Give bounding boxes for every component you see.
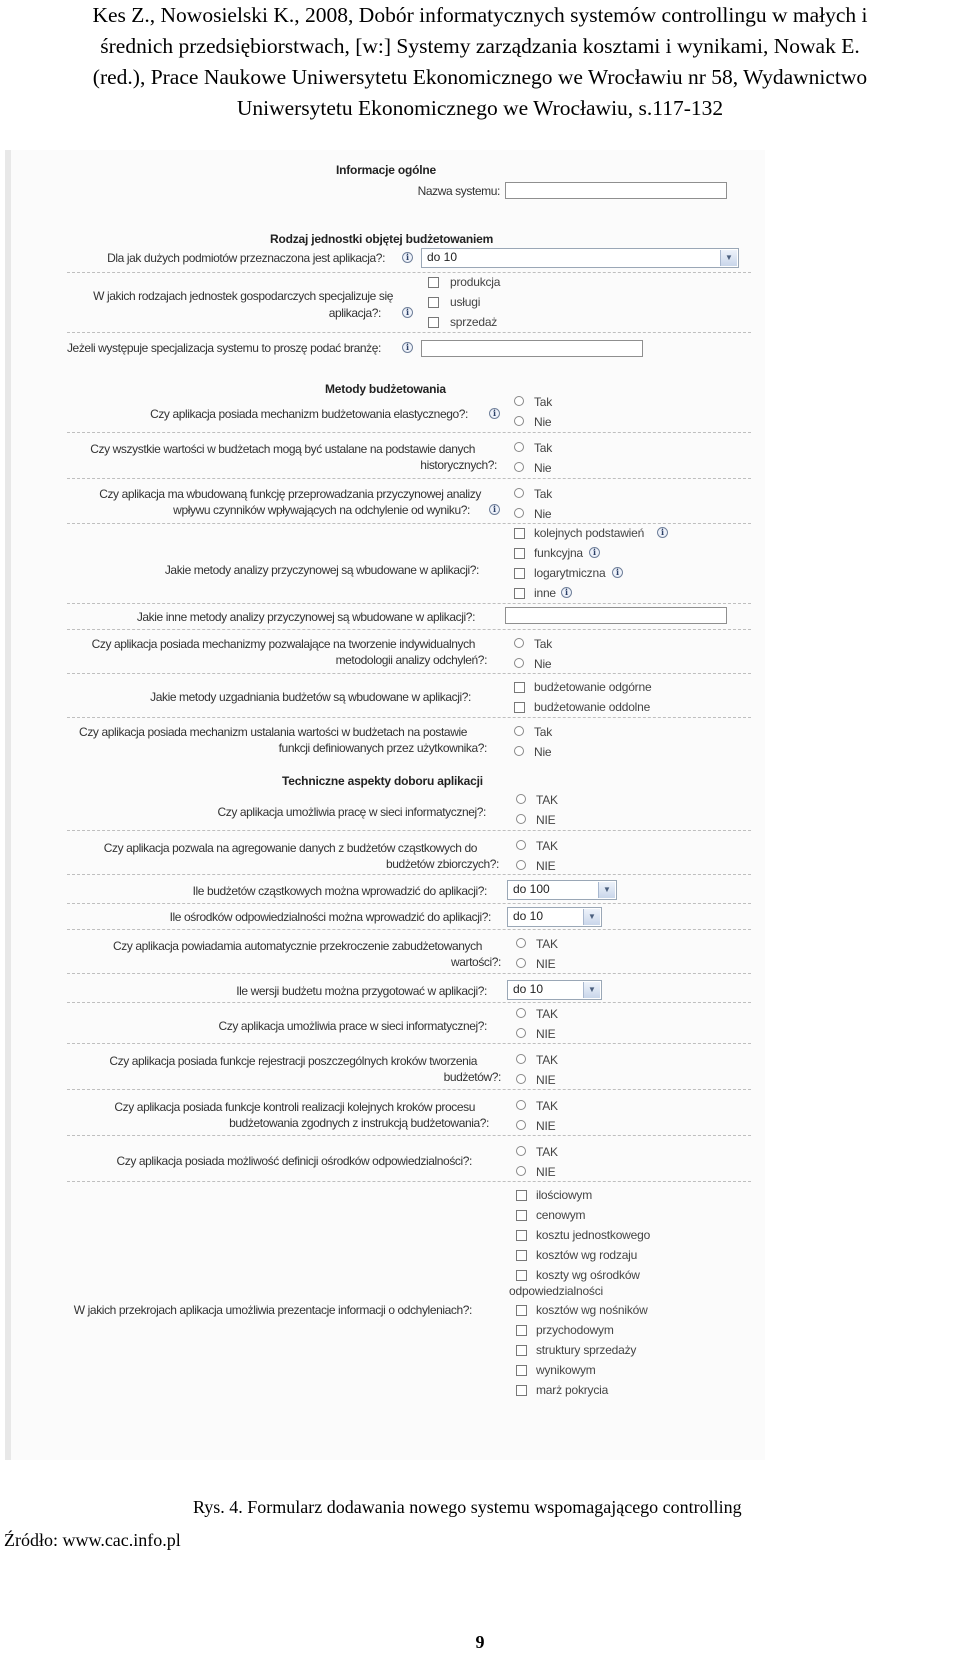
info-icon[interactable]: i (402, 252, 413, 263)
q-methods-label: Jakie metody analizy przyczynowej są wbudowane w aplikacji?: (164, 563, 479, 577)
indiv-yes-radio[interactable] (514, 638, 524, 648)
flex-no-radio[interactable] (514, 416, 524, 426)
yes-label: Tak (534, 395, 553, 409)
divider (67, 332, 751, 333)
present-option: przychodowym (536, 1323, 614, 1337)
define-no-radio[interactable] (516, 1166, 526, 1176)
t-define-label: Czy aplikacja posiada możliwość definicji ośrodków odpowiedzialności?: (116, 1154, 472, 1168)
hist-no-radio[interactable] (514, 462, 524, 472)
present-checkbox[interactable] (516, 1365, 527, 1376)
yes-label: Tak (534, 441, 553, 455)
t-partial-label: Ile budżetów cząstkowych można wprowadzić do aplikacji?: (192, 884, 487, 898)
q-indiv-label-line1: Czy aplikacja posiada mechanizmy pozwalające na tworzenie indywidualnych (91, 637, 475, 651)
q-userfunc-label-line1: Czy aplikacja posiada mechanizm ustalania wartości w budżetach na postawie (79, 725, 467, 739)
info-icon[interactable]: i (489, 408, 500, 419)
aggr-no-radio[interactable] (516, 860, 526, 870)
no-label: NIE (536, 1027, 556, 1041)
method-option: logarytmiczna (534, 566, 606, 580)
no-label: Nie (534, 415, 552, 429)
spec-checkbox-uslugi[interactable] (428, 297, 439, 308)
present-checkbox[interactable] (516, 1270, 527, 1281)
divider (67, 1181, 751, 1182)
info-icon[interactable]: i (657, 527, 668, 538)
present-option: wynikowym (536, 1363, 596, 1377)
section-unit-title: Rodzaj jednostki objętej budżetowaniem (270, 232, 494, 246)
present-checkbox[interactable] (516, 1325, 527, 1336)
t-notify-label-line2: wartości?: (450, 955, 501, 969)
present-checkbox[interactable] (516, 1305, 527, 1316)
q-reconcile-label: Jakie metody uzgadniania budżetów są wbudowane w aplikacji?: (150, 690, 471, 704)
divider (67, 673, 751, 674)
divider (67, 629, 751, 630)
no-label: NIE (536, 813, 556, 827)
yes-label: TAK (536, 1053, 558, 1067)
citation-line: (red.), Prace Naukowe Uniwersytetu Ekonomicznego we Wrocławiu nr 58, Wydawnictwo (92, 65, 868, 89)
section-general-title: Informacje ogólne (336, 163, 436, 177)
method-checkbox[interactable] (514, 568, 525, 579)
q-userfunc-label-line2: funkcji definiowanych przez użytkownika?: (278, 741, 487, 755)
present-option: kosztów wg rodzaju (536, 1248, 638, 1262)
no-label: Nie (534, 745, 552, 759)
divider (67, 432, 751, 433)
notify-no-radio[interactable] (516, 958, 526, 968)
info-icon[interactable]: i (402, 342, 413, 353)
reconcile-checkbox[interactable] (514, 702, 525, 713)
q-indiv-label-line2: metodologii analizy odchyleń?: (335, 653, 487, 667)
no-label: NIE (536, 1165, 556, 1179)
define-yes-radio[interactable] (516, 1146, 526, 1156)
present-option: cenowym (536, 1208, 586, 1222)
t-centers-label: Ile ośrodków odpowiedzialności można wprowadzić do aplikacji?: (169, 910, 491, 924)
yes-label: Tak (534, 487, 553, 501)
reconcile-checkbox[interactable] (514, 682, 525, 693)
yes-label: TAK (536, 793, 558, 807)
other-methods-input[interactable] (505, 607, 727, 624)
figure-source: Źródło: www.cac.info.pl (4, 1530, 181, 1550)
system-name-input[interactable] (505, 182, 727, 199)
info-icon[interactable]: i (402, 307, 413, 318)
present-checkbox[interactable] (516, 1210, 527, 1221)
divider (67, 272, 751, 273)
divider (67, 973, 751, 974)
control-yes-radio[interactable] (516, 1100, 526, 1110)
divider (67, 903, 751, 904)
t-network-label: Czy aplikacja umożliwia pracę w sieci informatycznej?: (217, 805, 486, 819)
t-network2-label: Czy aplikacja umożliwia prace w sieci informatycznej?: (218, 1019, 487, 1033)
aggr-yes-radio[interactable] (516, 840, 526, 850)
q-cause-label-line1: Czy aplikacja ma wbudowaną funkcję przeprowadzania przyczynowej analizy (99, 487, 481, 501)
budget-versions-value: do 10 (513, 982, 544, 996)
method-option: kolejnych podstawień (534, 526, 645, 540)
system-name-label: Nazwa systemu: (417, 184, 500, 198)
section-methods-title: Metody budżetowania (325, 382, 446, 396)
method-checkbox[interactable] (514, 528, 525, 539)
yes-label: Tak (534, 725, 553, 739)
q-other-label: Jakie inne metody analizy przyczynowej są wbudowane w aplikacji?: (136, 610, 475, 624)
citation-line: Uniwersytetu Ekonomicznego we Wrocławiu, s.117-132 (236, 96, 724, 120)
chevron-down-icon[interactable]: ▼ (598, 882, 615, 898)
present-checkbox[interactable] (516, 1385, 527, 1396)
present-option: marż pokrycia (536, 1383, 609, 1397)
section-technical-title: Techniczne aspekty doboru aplikacji (282, 774, 483, 788)
divider (67, 1135, 751, 1136)
present-checkbox[interactable] (516, 1345, 527, 1356)
divider (67, 830, 751, 831)
divider (67, 603, 751, 604)
figure-caption: Rys. 4. Formularz dodawania nowego systemu wspomagającego controlling (193, 1497, 742, 1517)
spec-option: produkcja (450, 275, 501, 289)
divider (67, 1089, 751, 1090)
no-label: NIE (536, 859, 556, 873)
industry-label: Jeżeli występuje specjalizacja systemu to proszę podać branżę: (66, 341, 381, 355)
spec-option: usługi (450, 295, 481, 309)
t-notify-label-line1: Czy aplikacja powiadamia automatycznie przekroczenie zabudżetowanych (112, 939, 482, 953)
spec-checkbox-produkcja[interactable] (428, 277, 439, 288)
industry-input[interactable] (421, 340, 643, 357)
control-no-radio[interactable] (516, 1120, 526, 1130)
register-no-radio[interactable] (516, 1074, 526, 1084)
t-aggr-label-line1: Czy aplikacja pozwala na agregowanie danych z budżetów cząstkowych do (103, 841, 477, 855)
no-label: Nie (534, 461, 552, 475)
left-border (5, 150, 11, 1460)
partial-budgets-select[interactable] (507, 880, 617, 900)
network-no-radio[interactable] (516, 814, 526, 824)
no-label: NIE (536, 1073, 556, 1087)
q-hist-label-line1: Czy wszystkie wartości w budżetach mogą być ustalane na podstawie danych (90, 442, 475, 456)
cause-no-radio[interactable] (514, 508, 524, 518)
responsibility-centers-select[interactable] (507, 907, 602, 927)
divider (67, 874, 751, 875)
q-hist-label-line2: historycznych?: (420, 458, 497, 472)
network2-no-radio[interactable] (516, 1028, 526, 1038)
userfunc-yes-radio[interactable] (514, 726, 524, 736)
citation-line: średnich przedsiębiorstwach, [w:] Systemy zarządzania kosztami i wynikami, Nowak E. (100, 34, 860, 58)
present-option: ilościowym (536, 1188, 593, 1202)
present-option: struktury sprzedaży (536, 1343, 637, 1357)
info-icon[interactable]: i (589, 547, 600, 558)
yes-label: TAK (536, 1099, 558, 1113)
register-yes-radio[interactable] (516, 1054, 526, 1064)
network2-yes-radio[interactable] (516, 1008, 526, 1018)
info-icon[interactable]: i (612, 567, 623, 578)
hist-yes-radio[interactable] (514, 442, 524, 452)
partial-budgets-value: do 100 (513, 882, 550, 896)
present-checkbox[interactable] (516, 1230, 527, 1241)
network-yes-radio[interactable] (516, 794, 526, 804)
q-cause-label-line2: wpływu czynników wpływających na odchylenie od wyniku?: (173, 503, 470, 517)
t-register-label-line1: Czy aplikacja posiada funkcje rejestracji poszczególnych kroków tworzenia (109, 1054, 477, 1068)
userfunc-no-radio[interactable] (514, 746, 524, 756)
divider (67, 1043, 751, 1044)
chevron-down-icon[interactable]: ▼ (720, 250, 737, 266)
no-label: NIE (536, 1119, 556, 1133)
budget-versions-select[interactable] (507, 980, 602, 1000)
present-option: kosztów wg nośników (536, 1303, 648, 1317)
present-option: koszty wg ośrodków (536, 1268, 640, 1282)
no-label: Nie (534, 657, 552, 671)
no-label: NIE (536, 957, 556, 971)
info-icon[interactable]: i (561, 587, 572, 598)
form-screenshot (5, 150, 765, 1460)
spec-label-line2: aplikacja?: (328, 306, 381, 320)
entity-size-select[interactable] (421, 248, 739, 268)
divider (67, 717, 751, 718)
q-flex-label: Czy aplikacja posiada mechanizm budżetowania elastycznego?: (150, 407, 468, 421)
divider (67, 1002, 751, 1003)
cause-yes-radio[interactable] (514, 488, 524, 498)
citation-line: Kes Z., Nowosielski K., 2008, Dobór informatycznych systemów controllingu w małych i (92, 3, 868, 27)
divider (67, 478, 751, 479)
indiv-no-radio[interactable] (514, 658, 524, 668)
divider (67, 523, 751, 524)
method-checkbox[interactable] (514, 548, 525, 559)
yes-label: TAK (536, 937, 558, 951)
present-option: kosztu jednostkowego (536, 1228, 651, 1242)
present-checkbox[interactable] (516, 1250, 527, 1261)
yes-label: Tak (534, 637, 553, 651)
yes-label: TAK (536, 1145, 558, 1159)
t-control-label-line2: budżetowania zgodnych z instrukcją budżetowania?: (229, 1116, 489, 1130)
yes-label: TAK (536, 839, 558, 853)
info-icon[interactable]: i (489, 504, 500, 515)
divider (67, 929, 751, 930)
method-option: funkcyjna (534, 546, 583, 560)
chevron-down-icon[interactable]: ▼ (583, 982, 600, 998)
t-control-label-line1: Czy aplikacja posiada funkcje kontroli realizacji kolejnych kroków procesu (114, 1100, 475, 1114)
spec-option: sprzedaż (450, 315, 498, 329)
present-checkbox[interactable] (516, 1190, 527, 1201)
notify-yes-radio[interactable] (516, 938, 526, 948)
t-versions-label: Ile wersji budżetu można przygotować w aplikacji?: (236, 984, 487, 998)
yes-label: TAK (536, 1007, 558, 1021)
entity-size-value: do 10 (427, 250, 458, 264)
spec-checkbox-sprzedaz[interactable] (428, 317, 439, 328)
chevron-down-icon[interactable]: ▼ (583, 909, 600, 925)
present-option-continuation: odpowiedzialności (509, 1284, 603, 1298)
spec-label-line1: W jakich rodzajach jednostek gospodarczych specjalizuje się (93, 289, 393, 303)
page-number: 9 (475, 1632, 485, 1652)
citation-header (0, 0, 960, 124)
reconcile-option: budżetowanie odgórne (534, 680, 652, 694)
reconcile-option: budżetowanie oddolne (534, 700, 651, 714)
responsibility-centers-value: do 10 (513, 909, 544, 923)
method-option: inne (534, 586, 556, 600)
t-present-label: W jakich przekrojach aplikacja umożliwia prezentacje informacji o odchyleniach?: (73, 1303, 472, 1317)
no-label: Nie (534, 507, 552, 521)
t-register-label-line2: budżetów?: (443, 1070, 501, 1084)
entity-size-label: Dla jak dużych podmiotów przeznaczona jest aplikacja?: (107, 251, 385, 265)
flex-yes-radio[interactable] (514, 396, 524, 406)
method-checkbox[interactable] (514, 588, 525, 599)
t-aggr-label-line2: budżetów zbiorczych?: (386, 857, 499, 871)
